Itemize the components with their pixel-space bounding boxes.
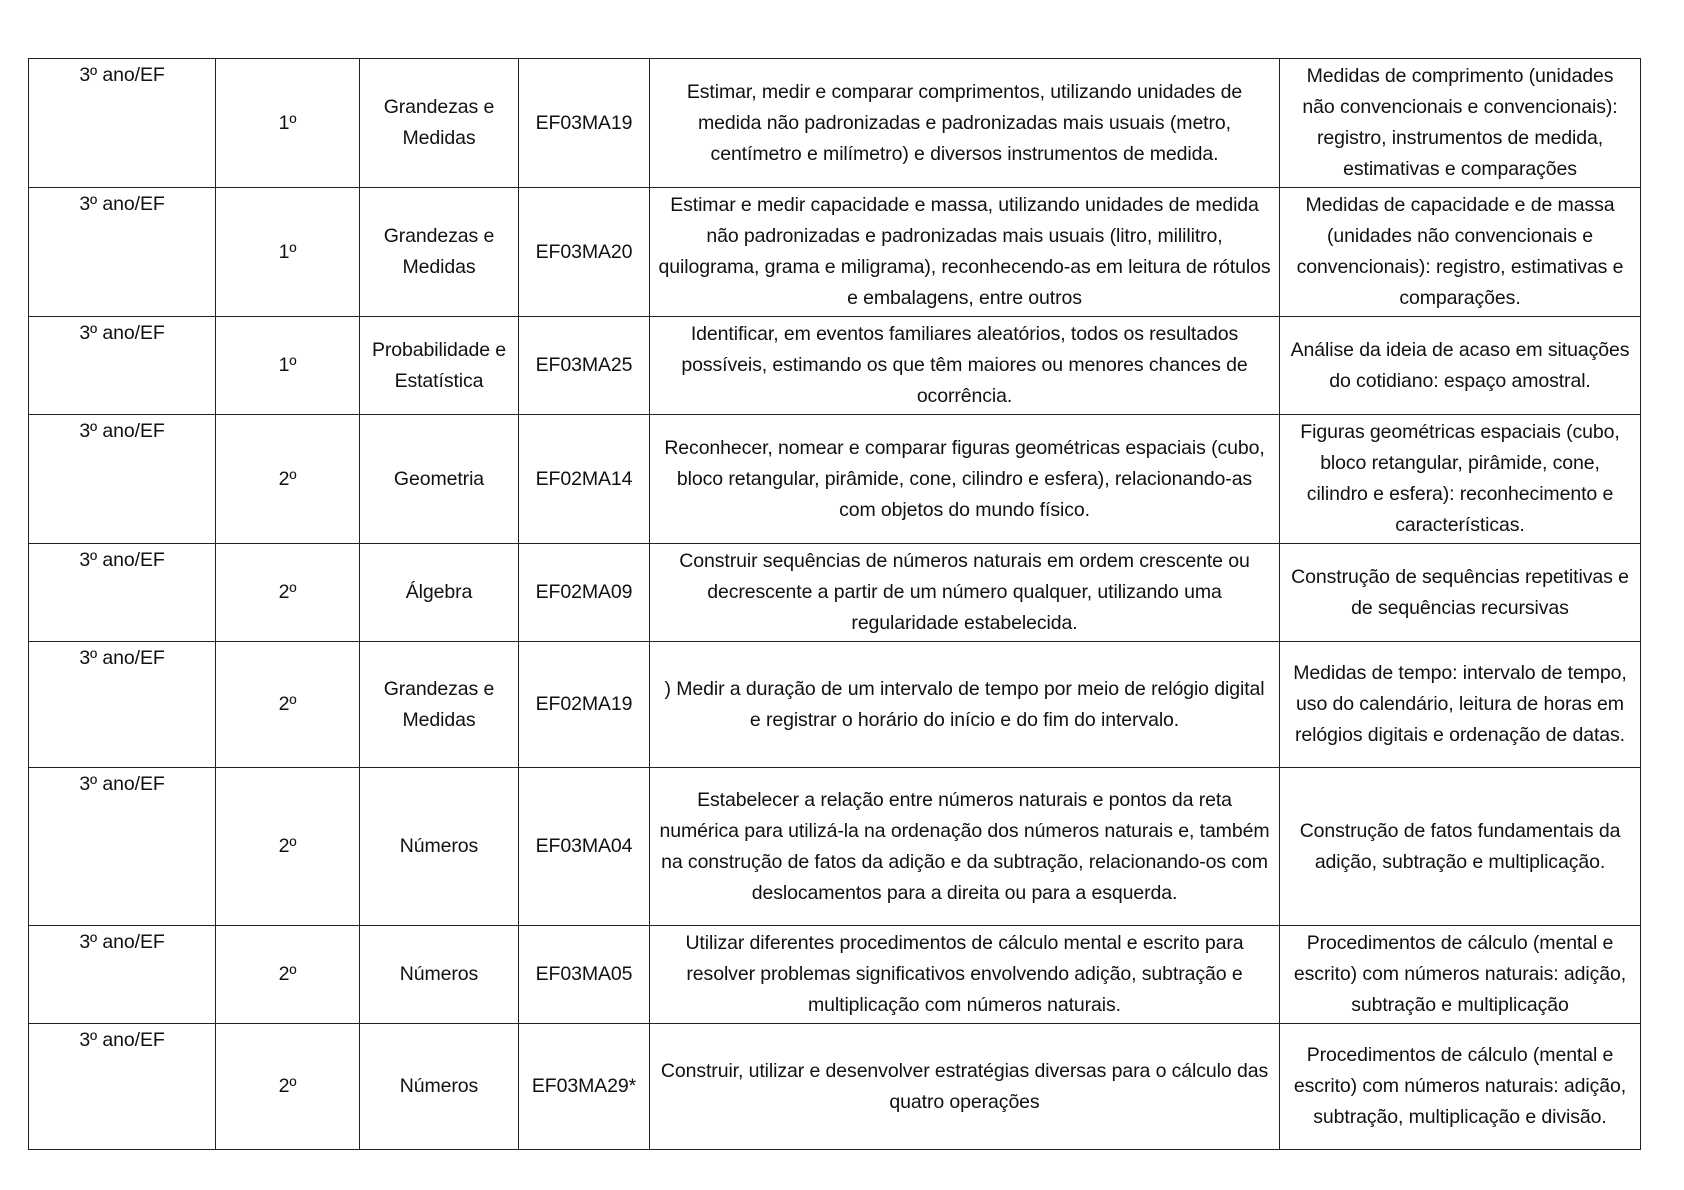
- habilidade-cell: Construir, utilizar e desenvolver estratégias diversas para o cálculo das quatro operações: [650, 1024, 1280, 1150]
- trimestre-cell: 2º: [216, 768, 360, 926]
- table-row: [29, 926, 1641, 1024]
- trimestre-cell: 2º: [216, 544, 360, 642]
- table-row: [29, 317, 1641, 415]
- unidade-tematica-cell: Grandezas e Medidas: [360, 642, 519, 768]
- unidade-tematica-cell: Números: [360, 768, 519, 926]
- ano-cell: 3º ano/EF: [29, 317, 216, 415]
- objeto-conhecimento-cell: Figuras geométricas espaciais (cubo, bloco retangular, pirâmide, cone, cilindro e esfera): reconhecimento e características.: [1280, 415, 1641, 544]
- table-row: [29, 415, 1641, 544]
- table-row: [29, 59, 1641, 188]
- codigo-cell: EF03MA25: [519, 317, 650, 415]
- unidade-tematica-cell: Probabilidade e Estatística: [360, 317, 519, 415]
- objeto-conhecimento-cell: Medidas de comprimento (unidades não convencionais e convencionais): registro, instrumentos de medida, estimativas e comparações: [1280, 59, 1641, 188]
- ano-cell: 3º ano/EF: [29, 59, 216, 188]
- table-row: [29, 544, 1641, 642]
- unidade-tematica-cell: Grandezas e Medidas: [360, 188, 519, 317]
- ano-cell: 3º ano/EF: [29, 544, 216, 642]
- habilidade-cell: Identificar, em eventos familiares aleatórios, todos os resultados possíveis, estimando os que têm maiores ou menores chances de ocorrência.: [650, 317, 1280, 415]
- ano-cell: 3º ano/EF: [29, 642, 216, 768]
- objeto-conhecimento-cell: Medidas de tempo: intervalo de tempo, uso do calendário, leitura de horas em relógios digitais e ordenação de datas.: [1280, 642, 1641, 768]
- codigo-cell: EF02MA09: [519, 544, 650, 642]
- objeto-conhecimento-cell: Procedimentos de cálculo (mental e escrito) com números naturais: adição, subtração e multiplicação: [1280, 926, 1641, 1024]
- curriculum-table: [28, 58, 1641, 1150]
- trimestre-cell: 1º: [216, 59, 360, 188]
- codigo-cell: EF02MA14: [519, 415, 650, 544]
- codigo-cell: EF02MA19: [519, 642, 650, 768]
- objeto-conhecimento-cell: Construção de fatos fundamentais da adição, subtração e multiplicação.: [1280, 768, 1641, 926]
- trimestre-cell: 2º: [216, 1024, 360, 1150]
- ano-cell: 3º ano/EF: [29, 1024, 216, 1150]
- unidade-tematica-cell: Grandezas e Medidas: [360, 59, 519, 188]
- unidade-tematica-cell: Geometria: [360, 415, 519, 544]
- objeto-conhecimento-cell: Análise da ideia de acaso em situações do cotidiano: espaço amostral.: [1280, 317, 1641, 415]
- table-row: [29, 188, 1641, 317]
- unidade-tematica-cell: Números: [360, 926, 519, 1024]
- habilidade-cell: Construir sequências de números naturais em ordem crescente ou decrescente a partir de um número qualquer, utilizando uma regularidade estabelecida.: [650, 544, 1280, 642]
- objeto-conhecimento-cell: Procedimentos de cálculo (mental e escrito) com números naturais: adição, subtração, multiplicação e divisão.: [1280, 1024, 1641, 1150]
- codigo-cell: EF03MA04: [519, 768, 650, 926]
- codigo-cell: EF03MA29*: [519, 1024, 650, 1150]
- trimestre-cell: 2º: [216, 926, 360, 1024]
- table-row: [29, 642, 1641, 768]
- objeto-conhecimento-cell: Construção de sequências repetitivas e de sequências recursivas: [1280, 544, 1641, 642]
- ano-cell: 3º ano/EF: [29, 926, 216, 1024]
- codigo-cell: EF03MA20: [519, 188, 650, 317]
- trimestre-cell: 2º: [216, 415, 360, 544]
- unidade-tematica-cell: Álgebra: [360, 544, 519, 642]
- habilidade-cell: Estimar, medir e comparar comprimentos, utilizando unidades de medida não padronizadas e padronizadas mais usuais (metro, centímetro e milímetro) e diversos instrumentos de medida.: [650, 59, 1280, 188]
- habilidade-cell: Reconhecer, nomear e comparar figuras geométricas espaciais (cubo, bloco retangular, pirâmide, cone, cilindro e esfera), relacionando-as com objetos do mundo físico.: [650, 415, 1280, 544]
- codigo-cell: EF03MA19: [519, 59, 650, 188]
- table-row: [29, 1024, 1641, 1150]
- trimestre-cell: 1º: [216, 317, 360, 415]
- trimestre-cell: 1º: [216, 188, 360, 317]
- table-row: [29, 768, 1641, 926]
- ano-cell: 3º ano/EF: [29, 768, 216, 926]
- habilidade-cell: Estabelecer a relação entre números naturais e pontos da reta numérica para utilizá-la na ordenação dos números naturais e, também na construção de fatos da adição e da subtração, relacionando-os com deslocamentos para a direita ou para a esquerda.: [650, 768, 1280, 926]
- trimestre-cell: 2º: [216, 642, 360, 768]
- unidade-tematica-cell: Números: [360, 1024, 519, 1150]
- codigo-cell: EF03MA05: [519, 926, 650, 1024]
- ano-cell: 3º ano/EF: [29, 415, 216, 544]
- ano-cell: 3º ano/EF: [29, 188, 216, 317]
- objeto-conhecimento-cell: Medidas de capacidade e de massa (unidades não convencionais e convencionais): registro, estimativas e comparações.: [1280, 188, 1641, 317]
- habilidade-cell: ) Medir a duração de um intervalo de tempo por meio de relógio digital e registrar o horário do início e do fim do intervalo.: [650, 642, 1280, 768]
- habilidade-cell: Estimar e medir capacidade e massa, utilizando unidades de medida não padronizadas e padronizadas mais usuais (litro, mililitro, quilograma, grama e miligrama), reconhecendo-as em leitura de rótulos e embalagens, entre outros: [650, 188, 1280, 317]
- habilidade-cell: Utilizar diferentes procedimentos de cálculo mental e escrito para resolver problemas significativos envolvendo adição, subtração e multiplicação com números naturais.: [650, 926, 1280, 1024]
